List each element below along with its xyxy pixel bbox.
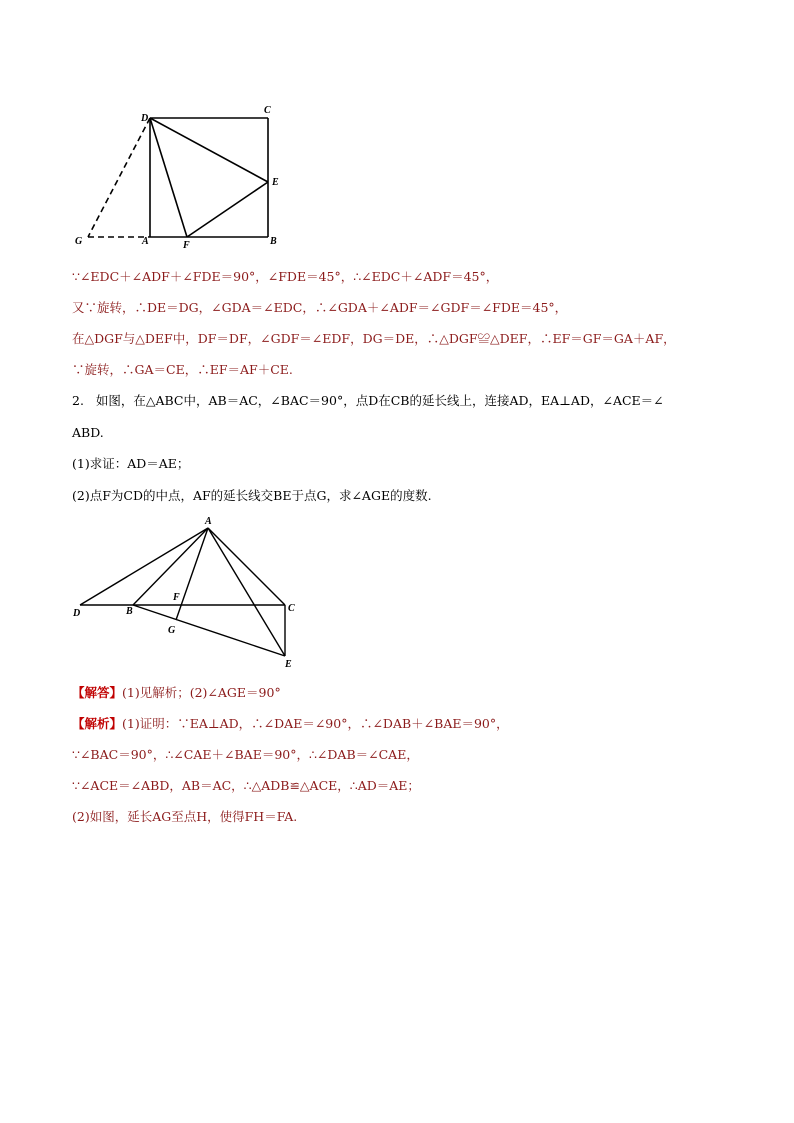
- label-A: A: [142, 236, 149, 247]
- segment-BE: [133, 605, 285, 656]
- label-B-2: B: [126, 606, 133, 617]
- segment-AC-2: [208, 528, 285, 605]
- answer-text: (1)见解析；(2)∠AGE＝90°: [122, 685, 281, 700]
- segment-AG: [176, 528, 208, 620]
- segment-AE: [208, 528, 285, 656]
- label-E-2: E: [285, 659, 292, 670]
- label-G: G: [75, 236, 83, 247]
- segment-FE: [187, 182, 268, 237]
- solution1-line3: 在△DGF与△DEF中，DF＝DF，∠GDF＝∠EDF，DG＝DE，∴△DGF≌△DEF，∴EF＝GF＝GA＋AF，: [72, 331, 676, 346]
- analysis-line2: ∵∠BAC＝90°，∴∠CAE＋∠BAE＝90°，∴∠DAB＝∠CAE，: [72, 747, 419, 762]
- label-E: E: [272, 177, 279, 188]
- answer-line: [72, 684, 281, 702]
- label-A-2: A: [205, 516, 212, 527]
- solution1-line4: ∵旋转，∴GA＝CE，∴EF＝AF＋CE.: [72, 362, 293, 377]
- analysis-text1: (1)证明：∵EA⊥AD，∴∠DAE＝∠90°，∴∠DAB＋∠BAE＝90°，: [122, 716, 509, 731]
- solution1-line1: ∵∠EDC＋∠ADF＋∠FDE＝90°，∠FDE＝45°，∴∠EDC＋∠ADF＝45°，: [72, 269, 499, 284]
- label-F: F: [183, 240, 190, 251]
- label-B: B: [270, 236, 277, 247]
- label-C: C: [264, 105, 271, 116]
- problem2-text: 如图，在△ABC中，AB＝AC，∠BAC＝90°，点D在CB的延长线上，连接AD，EA⊥AD，∠ACE＝∠: [95, 393, 664, 408]
- problem2-part2: (2)点F为CD的中点，AF的延长线交BE于点G，求∠AGE的度数.: [72, 488, 432, 503]
- segment-DG-dashed: [88, 118, 150, 237]
- problem2-part1: (1)求证：AD＝AE；: [72, 456, 190, 471]
- analysis-line4: (2)如图，延长AG至点H，使得FH＝FA.: [72, 809, 298, 824]
- solution1-line2: 又∵旋转，∴DE＝DG，∠GDA＝∠EDC，∴∠GDA＋∠ADF＝∠GDF＝∠FDE＝45°，: [72, 300, 568, 315]
- answer-tag: 【解答】: [72, 685, 123, 700]
- label-D-2: D: [73, 608, 81, 619]
- problem2-statement-line1: [72, 392, 664, 410]
- analysis-tag: 【解析】: [72, 716, 123, 731]
- label-C-2: C: [288, 603, 295, 614]
- label-F-2: F: [173, 592, 180, 603]
- problem2-number: 2.: [72, 393, 84, 408]
- label-D: D: [141, 113, 149, 124]
- analysis-line3: ∵∠ACE＝∠ABD，AB＝AC，∴△ADB≌△ACE，∴AD＝AE；: [72, 778, 420, 793]
- problem2-statement-line2: ABD.: [72, 425, 104, 440]
- analysis-line1: [72, 715, 509, 733]
- label-G-2: G: [168, 625, 176, 636]
